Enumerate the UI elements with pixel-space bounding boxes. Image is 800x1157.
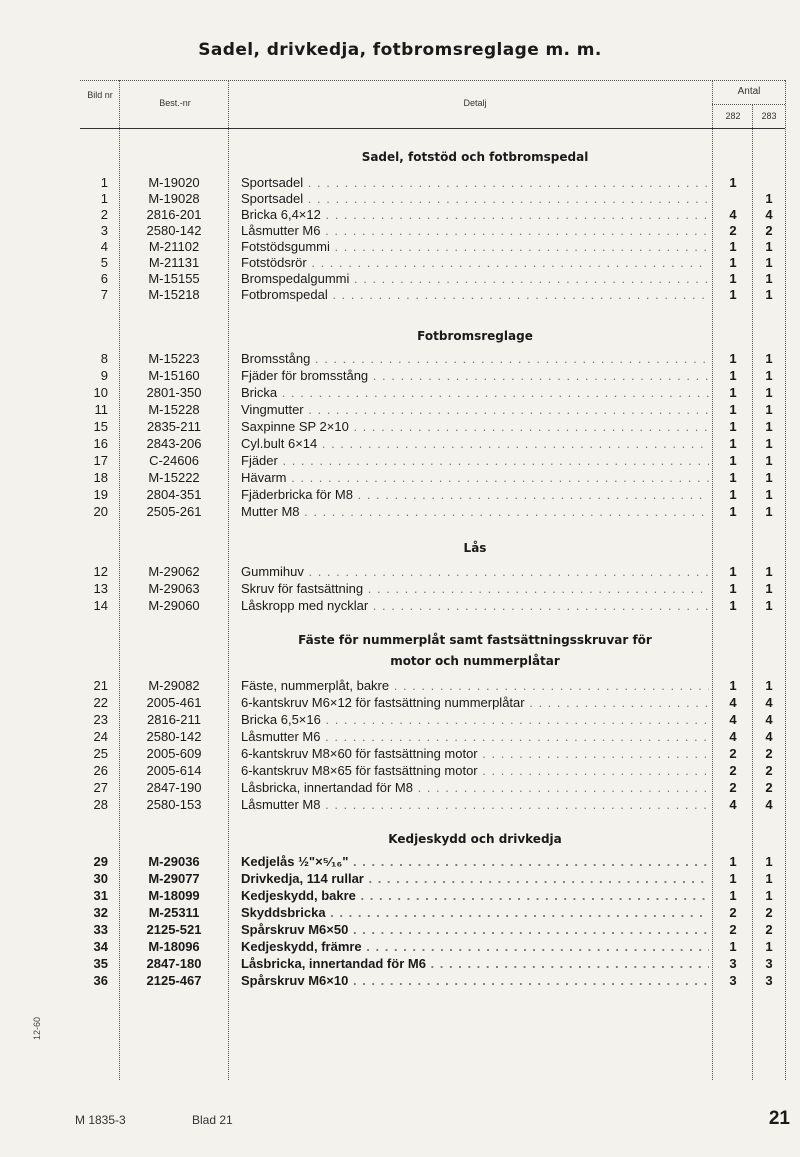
header-antal: Antal bbox=[737, 86, 761, 97]
table-row bbox=[0, 469, 800, 486]
detalj: Bromspedalgummi . . . bbox=[241, 270, 709, 287]
table-row bbox=[0, 452, 800, 469]
detalj: Fotstödsrör . . . bbox=[241, 254, 709, 271]
detalj: Spårskruv M6×10 . . . bbox=[241, 972, 709, 989]
antal-283: 1 bbox=[765, 564, 773, 579]
antal-283: 2 bbox=[765, 780, 773, 795]
section-title-line2: motor och nummerplåtar bbox=[390, 654, 560, 668]
table-row bbox=[0, 955, 800, 972]
bild-nr: 13 bbox=[93, 581, 108, 596]
table-row bbox=[0, 597, 800, 614]
antal-283: 1 bbox=[765, 487, 773, 502]
table-row bbox=[0, 190, 800, 207]
antal-283: 2 bbox=[765, 922, 773, 937]
table-row bbox=[0, 401, 800, 418]
detalj: Fjäder för bromsstång . . . bbox=[241, 367, 709, 384]
table-row bbox=[0, 677, 800, 694]
antal-283: 1 bbox=[765, 598, 773, 613]
antal-283: 4 bbox=[765, 712, 773, 727]
bild-nr: 3 bbox=[100, 223, 108, 238]
header-282: 282 bbox=[725, 111, 741, 121]
detalj: Skyddsbricka . . . bbox=[241, 904, 709, 921]
table-row bbox=[0, 938, 800, 955]
best-nr: 2835-211 bbox=[147, 419, 201, 434]
header-best: Best.-nr bbox=[159, 98, 191, 108]
best-nr: 2005-614 bbox=[146, 763, 202, 778]
antal-283: 1 bbox=[765, 871, 773, 886]
bild-nr: 29 bbox=[93, 854, 108, 869]
antal-282: 1 bbox=[729, 385, 737, 400]
antal-283: 1 bbox=[765, 191, 773, 206]
antal-283: 1 bbox=[765, 678, 773, 693]
bild-nr: 12 bbox=[93, 564, 108, 579]
detalj: Låsmutter M6 . . . bbox=[241, 222, 709, 239]
bild-nr: 24 bbox=[93, 729, 108, 744]
best-nr: 2816-201 bbox=[146, 207, 202, 222]
bild-nr: 11 bbox=[94, 402, 108, 417]
table-row bbox=[0, 174, 800, 191]
antal-283: 1 bbox=[765, 368, 773, 383]
table-row bbox=[0, 904, 800, 921]
bild-nr: 15 bbox=[93, 419, 108, 434]
antal-283: 1 bbox=[765, 385, 773, 400]
bild-nr: 36 bbox=[93, 973, 108, 988]
section-title: Fäste för nummerplåt samt fastsättningsskruvar för bbox=[298, 633, 652, 647]
section-title: Sadel, fotstöd och fotbromspedal bbox=[361, 150, 589, 164]
best-nr: 2005-461 bbox=[146, 695, 202, 710]
table-row bbox=[0, 762, 800, 779]
antal-283: 1 bbox=[765, 271, 773, 286]
antal-282: 1 bbox=[729, 939, 737, 954]
antal-282: 2 bbox=[729, 905, 737, 920]
antal-282: 1 bbox=[729, 419, 737, 434]
antal-283: 1 bbox=[765, 581, 773, 596]
table-row bbox=[0, 238, 800, 255]
bild-nr: 23 bbox=[93, 712, 108, 727]
detalj: Skruv för fastsättning . . . bbox=[241, 580, 709, 597]
antal-283: 3 bbox=[765, 956, 773, 971]
antal-283: 1 bbox=[765, 402, 773, 417]
antal-282: 1 bbox=[729, 581, 737, 596]
best-nr: M-15228 bbox=[148, 402, 200, 417]
best-nr: M-15155 bbox=[148, 271, 200, 286]
best-nr: 2505-261 bbox=[146, 504, 202, 519]
table-row bbox=[0, 286, 800, 303]
sheet-label: Blad 21 bbox=[192, 1113, 233, 1127]
best-nr: M-18096 bbox=[148, 939, 200, 954]
best-nr: C-24606 bbox=[149, 453, 199, 468]
bild-nr: 16 bbox=[93, 436, 108, 451]
detalj: Fjäderbricka för M8 . . . bbox=[241, 486, 709, 503]
antal-282: 1 bbox=[729, 453, 737, 468]
detalj: Cyl.bult 6×14 . . . bbox=[241, 435, 709, 452]
best-nr: 2816-211 bbox=[147, 712, 201, 727]
document-number: M 1835-3 bbox=[75, 1113, 126, 1127]
detalj: Sportsadel . . . bbox=[241, 174, 709, 191]
table-row bbox=[0, 563, 800, 580]
header-bottom-rule bbox=[80, 128, 785, 129]
table-row bbox=[0, 711, 800, 728]
best-nr: 2801-350 bbox=[146, 385, 202, 400]
detalj: Fotstödsgummi . . . bbox=[241, 238, 709, 255]
bild-nr: 31 bbox=[93, 888, 108, 903]
best-nr: M-15222 bbox=[148, 470, 200, 485]
best-nr: M-25311 bbox=[148, 905, 200, 920]
table-row bbox=[0, 694, 800, 711]
best-nr: M-29063 bbox=[148, 581, 200, 596]
bild-nr: 35 bbox=[93, 956, 108, 971]
bild-nr: 14 bbox=[93, 598, 108, 613]
antal-282: 1 bbox=[729, 368, 737, 383]
table-row bbox=[0, 254, 800, 271]
detalj: Låsmutter M8 . . . bbox=[241, 796, 709, 813]
antal-282: 4 bbox=[729, 695, 737, 710]
antal-282: 1 bbox=[729, 175, 737, 190]
best-nr: M-19020 bbox=[148, 175, 200, 190]
table-row bbox=[0, 270, 800, 287]
detalj: Låsbricka, innertandad för M8 . . . bbox=[241, 779, 709, 796]
table-row bbox=[0, 580, 800, 597]
antal-282: 1 bbox=[729, 598, 737, 613]
bild-nr: 6 bbox=[100, 271, 108, 286]
antal-283: 1 bbox=[765, 436, 773, 451]
antal-282: 2 bbox=[729, 223, 737, 238]
detalj: 6-kantskruv M8×65 för fastsättning motor . . . bbox=[241, 762, 709, 779]
bild-nr: 22 bbox=[93, 695, 108, 710]
table-row bbox=[0, 384, 800, 401]
table-row bbox=[0, 418, 800, 435]
detalj: Hävarm . . . bbox=[241, 469, 709, 486]
table-row bbox=[0, 870, 800, 887]
antal-283: 1 bbox=[765, 255, 773, 270]
best-nr: 2580-142 bbox=[146, 223, 202, 238]
antal-282: 3 bbox=[729, 956, 737, 971]
bild-nr: 20 bbox=[93, 504, 108, 519]
best-nr: M-19028 bbox=[148, 191, 200, 206]
antal-282: 1 bbox=[729, 287, 737, 302]
table-row bbox=[0, 367, 800, 384]
antal-282: 1 bbox=[729, 436, 737, 451]
bild-nr: 2 bbox=[100, 207, 108, 222]
best-nr: M-29060 bbox=[148, 598, 200, 613]
table-row bbox=[0, 779, 800, 796]
antal-283: 1 bbox=[765, 239, 773, 254]
header-283: 283 bbox=[761, 111, 777, 121]
table-row bbox=[0, 921, 800, 938]
bild-nr: 32 bbox=[93, 905, 108, 920]
best-nr: 2843-206 bbox=[146, 436, 202, 451]
best-nr: 2580-142 bbox=[146, 729, 202, 744]
bild-nr: 33 bbox=[93, 922, 108, 937]
detalj: Låsbricka, innertandad för M6 . . . bbox=[241, 955, 709, 972]
antal-283: 2 bbox=[765, 223, 773, 238]
detalj: Bricka . . . bbox=[241, 384, 709, 401]
antal-282: 1 bbox=[729, 564, 737, 579]
antal-282: 2 bbox=[729, 763, 737, 778]
antal-282: 1 bbox=[729, 255, 737, 270]
antal-282: 4 bbox=[729, 712, 737, 727]
antal-283: 4 bbox=[765, 797, 773, 812]
table-top-rule bbox=[80, 80, 785, 81]
table-row bbox=[0, 486, 800, 503]
best-nr: M-15160 bbox=[148, 368, 200, 383]
section-title: Fotbromsreglage bbox=[417, 329, 533, 343]
detalj: Spårskruv M6×50 . . . bbox=[241, 921, 709, 938]
table-row bbox=[0, 435, 800, 452]
detalj: Sportsadel . . . bbox=[241, 190, 709, 207]
table-row bbox=[0, 796, 800, 813]
best-nr: M-29082 bbox=[148, 678, 200, 693]
detalj: Drivkedja, 114 rullar . . . bbox=[241, 870, 709, 887]
detalj: Bricka 6,4×12 . . . bbox=[241, 206, 709, 223]
page-title: Sadel, drivkedja, fotbromsreglage m. m. bbox=[198, 40, 602, 60]
best-nr: 2125-521 bbox=[146, 922, 202, 937]
bild-nr: 5 bbox=[100, 255, 108, 270]
header-bild: Bild nr bbox=[87, 90, 113, 100]
bild-nr: 21 bbox=[93, 678, 108, 693]
detalj: Kedjeskydd, främre . . . bbox=[241, 938, 709, 955]
best-nr: M-29036 bbox=[148, 854, 200, 869]
detalj: 6-kantskruv M8×60 för fastsättning motor . . . bbox=[241, 745, 709, 762]
best-nr: M-29077 bbox=[148, 871, 200, 886]
antal-283: 2 bbox=[765, 763, 773, 778]
table-row bbox=[0, 350, 800, 367]
detalj: Bromsstång . . . bbox=[241, 350, 709, 367]
detalj: Fäste, nummerplåt, bakre . . . bbox=[241, 677, 709, 694]
antal-283: 1 bbox=[765, 351, 773, 366]
page-number: 21 bbox=[768, 1108, 790, 1129]
antal-282: 3 bbox=[729, 973, 737, 988]
antal-282: 1 bbox=[729, 871, 737, 886]
detalj: Bricka 6,5×16 . . . bbox=[241, 711, 709, 728]
antal-282: 1 bbox=[729, 854, 737, 869]
bild-nr: 7 bbox=[100, 287, 108, 302]
best-nr: 2804-351 bbox=[146, 487, 202, 502]
table-row bbox=[0, 853, 800, 870]
bild-nr: 9 bbox=[100, 368, 108, 383]
detalj: Vingmutter . . . bbox=[241, 401, 709, 418]
bild-nr: 26 bbox=[93, 763, 108, 778]
antal-283: 1 bbox=[765, 888, 773, 903]
antal-282: 1 bbox=[729, 402, 737, 417]
antal-283: 4 bbox=[765, 695, 773, 710]
detalj: Låskropp med nycklar . . . bbox=[241, 597, 709, 614]
detalj: Saxpinne SP 2×10 . . . bbox=[241, 418, 709, 435]
antal-283: 1 bbox=[765, 939, 773, 954]
detalj: Kedjeskydd, bakre . . . bbox=[241, 887, 709, 904]
best-nr: M-15218 bbox=[148, 287, 200, 302]
antal-282: 1 bbox=[729, 351, 737, 366]
antal-283: 1 bbox=[765, 470, 773, 485]
antal-282: 1 bbox=[729, 678, 737, 693]
table-row bbox=[0, 972, 800, 989]
best-nr: M-18099 bbox=[148, 888, 200, 903]
section-title: Lås bbox=[463, 541, 487, 555]
bild-nr: 28 bbox=[93, 797, 108, 812]
best-nr: 2125-467 bbox=[146, 973, 202, 988]
antal-282: 1 bbox=[729, 470, 737, 485]
table-row bbox=[0, 503, 800, 520]
antal-282: 1 bbox=[729, 239, 737, 254]
antal-282: 1 bbox=[729, 271, 737, 286]
detalj: Fotbromspedal . . . bbox=[241, 286, 709, 303]
bild-nr: 4 bbox=[100, 239, 108, 254]
print-date: 12-60 bbox=[32, 1016, 42, 1040]
bild-nr: 10 bbox=[93, 385, 108, 400]
best-nr: 2580-153 bbox=[146, 797, 202, 812]
antal-283: 1 bbox=[765, 287, 773, 302]
antal-283: 1 bbox=[765, 453, 773, 468]
bild-nr: 8 bbox=[100, 351, 108, 366]
table-row bbox=[0, 745, 800, 762]
bild-nr: 18 bbox=[93, 470, 108, 485]
antal-283: 3 bbox=[765, 973, 773, 988]
antal-282: 2 bbox=[729, 780, 737, 795]
detalj: 6-kantskruv M6×12 för fastsättning nummerplåtar . . . bbox=[241, 694, 709, 711]
bild-nr: 17 bbox=[93, 453, 108, 468]
bild-nr: 1 bbox=[100, 191, 108, 206]
table-row bbox=[0, 222, 800, 239]
antal-282: 1 bbox=[729, 888, 737, 903]
table-row bbox=[0, 887, 800, 904]
table-row bbox=[0, 206, 800, 223]
best-nr: M-29062 bbox=[148, 564, 200, 579]
header-detalj: Detalj bbox=[463, 98, 487, 108]
antal-283: 1 bbox=[765, 419, 773, 434]
antal-283: 2 bbox=[765, 746, 773, 761]
antal-282: 4 bbox=[729, 207, 737, 222]
bild-nr: 19 bbox=[93, 487, 108, 502]
antal-282: 2 bbox=[729, 746, 737, 761]
antal-283: 1 bbox=[765, 854, 773, 869]
antal-sub-rule bbox=[712, 104, 785, 105]
best-nr: M-21131 bbox=[148, 255, 200, 270]
detalj: Låsmutter M6 . . . bbox=[241, 728, 709, 745]
best-nr: 2005-609 bbox=[146, 746, 202, 761]
antal-283: 2 bbox=[765, 905, 773, 920]
bild-nr: 34 bbox=[93, 939, 108, 954]
antal-282: 4 bbox=[729, 729, 737, 744]
section-title: Kedjeskydd och drivkedja bbox=[388, 832, 562, 846]
antal-282: 2 bbox=[729, 922, 737, 937]
best-nr: M-21102 bbox=[148, 239, 200, 254]
detalj: Mutter M8 . . . bbox=[241, 503, 709, 520]
bild-nr: 27 bbox=[93, 780, 108, 795]
best-nr: M-15223 bbox=[148, 351, 200, 366]
best-nr: 2847-190 bbox=[146, 780, 202, 795]
bild-nr: 1 bbox=[100, 175, 108, 190]
detalj: Kedjelås ½"×⁵⁄₁₆" . . . bbox=[241, 853, 709, 870]
antal-283: 1 bbox=[765, 504, 773, 519]
best-nr: 2847-180 bbox=[146, 956, 202, 971]
antal-282: 1 bbox=[729, 504, 737, 519]
bild-nr: 25 bbox=[93, 746, 108, 761]
antal-283: 4 bbox=[765, 207, 773, 222]
bild-nr: 30 bbox=[93, 871, 108, 886]
antal-282: 4 bbox=[729, 797, 737, 812]
detalj: Fjäder . . . bbox=[241, 452, 709, 469]
antal-283: 4 bbox=[765, 729, 773, 744]
table-row bbox=[0, 728, 800, 745]
detalj: Gummihuv . . . bbox=[241, 563, 709, 580]
antal-282: 1 bbox=[729, 487, 737, 502]
